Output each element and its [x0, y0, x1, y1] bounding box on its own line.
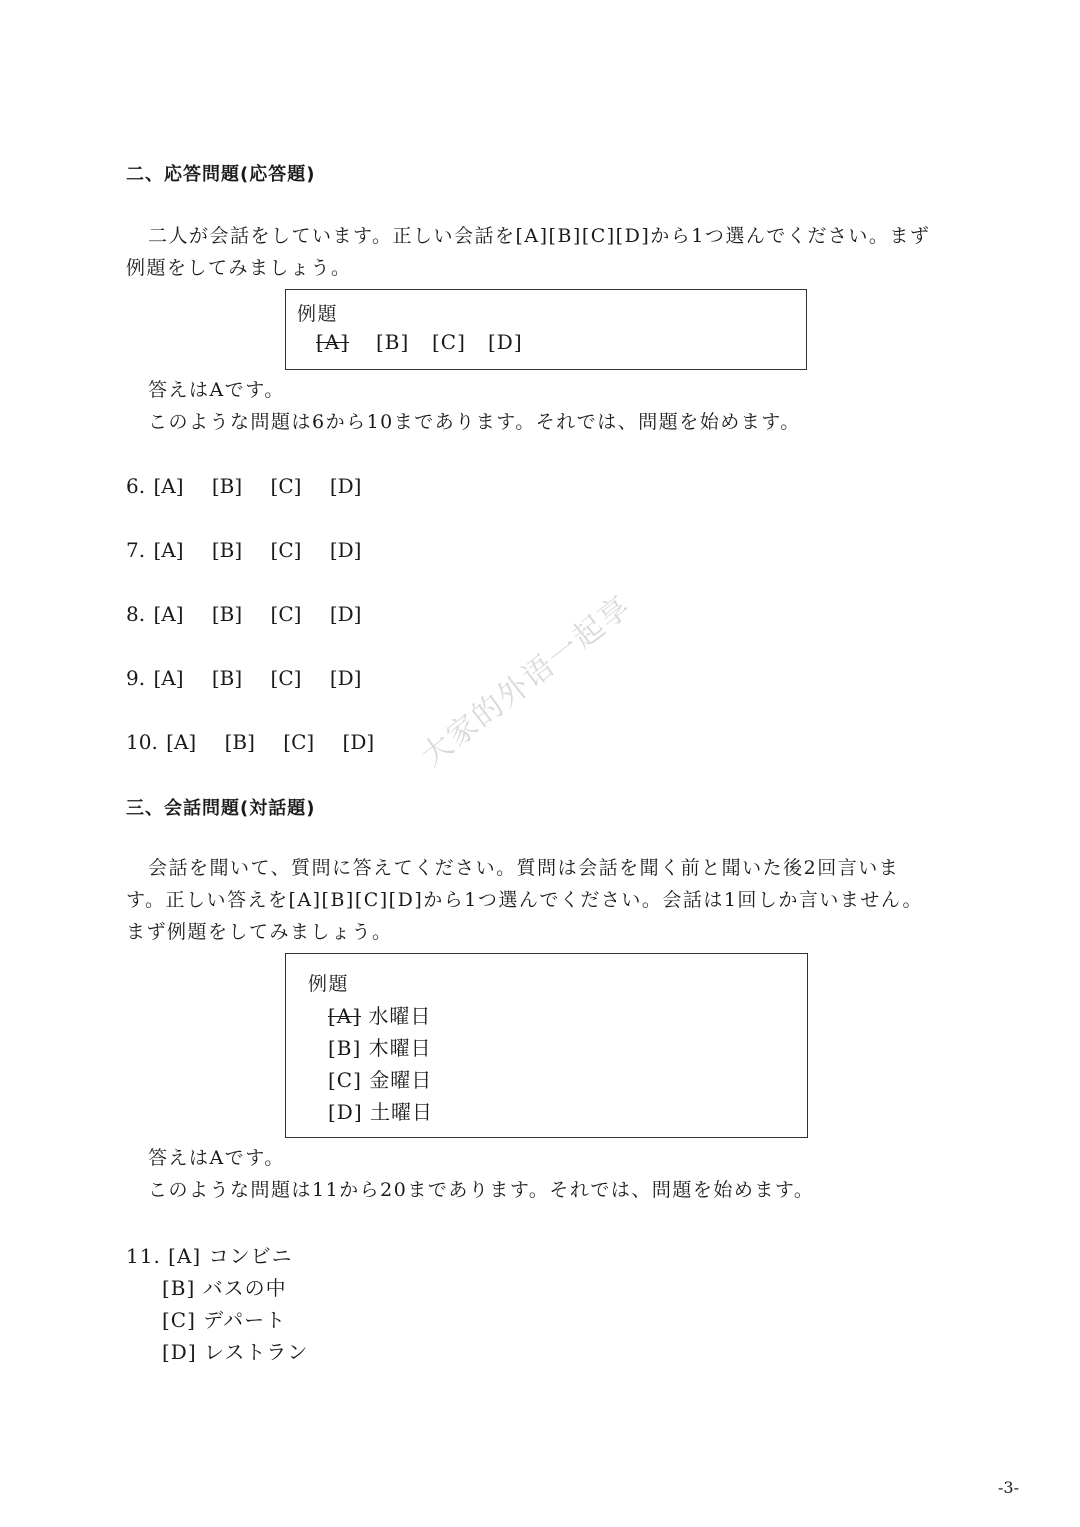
choice-d: [D]	[329, 538, 362, 562]
choice-b: [B]	[211, 538, 243, 562]
section3-instruction-line3: まず例題をしてみましょう。	[126, 921, 393, 943]
choice-d: [D]	[329, 666, 362, 690]
example-option-key: [C]	[328, 1068, 362, 1092]
question-number: 6.	[126, 474, 146, 498]
choice-b: [B]	[211, 602, 243, 626]
section2-closing-text: このような問題は6から10まであります。それでは、問題を始めます。	[148, 411, 801, 433]
choice-c: [C]	[270, 666, 302, 690]
section2-instruction-line2: 例題をしてみましょう。	[126, 257, 352, 279]
choice-b: [B]	[211, 474, 243, 498]
example-option-key: [B]	[328, 1036, 362, 1060]
choice-b: [B]	[211, 666, 243, 690]
question-11-option-c	[162, 1304, 286, 1333]
choice-a: [A]	[153, 474, 184, 498]
question-row	[126, 602, 383, 626]
question-number: 10.	[126, 730, 158, 754]
question-number: 11.	[126, 1244, 161, 1268]
example-option-row	[328, 1000, 431, 1029]
option-key: [A]	[168, 1244, 202, 1268]
example-option-row	[328, 1096, 433, 1125]
example-option-key: [D]	[328, 1100, 363, 1124]
choice-a: [A]	[153, 538, 184, 562]
option-key: [B]	[162, 1276, 196, 1300]
example-label: 例題	[297, 303, 339, 325]
example-option-text: 土曜日	[370, 1100, 433, 1124]
choice-c: [C]	[270, 474, 302, 498]
section2-instruction-line1: 二人が会話をしています。正しい会話を[A][B][C][D]から1つ選んでください。まず	[148, 225, 931, 247]
choice-d: [D]	[342, 730, 375, 754]
example-option-a-key: [A]	[316, 330, 350, 354]
question-row	[126, 538, 383, 562]
question-row	[126, 474, 383, 498]
section3-answer-text: 答えはAです。	[148, 1147, 285, 1169]
watermark: 大家的外语一起享	[414, 588, 639, 774]
example-option-c: [C]	[432, 330, 466, 354]
choice-a: [A]	[153, 602, 184, 626]
example-option-text: 金曜日	[369, 1068, 433, 1092]
choice-b: [B]	[224, 730, 255, 754]
option-key: [C]	[162, 1308, 196, 1332]
section2-heading: 二、応答問題(応答題)	[126, 164, 316, 185]
option-key: [D]	[162, 1340, 197, 1364]
section3-instruction-line2: す。正しい答えを[A][B][C][D]から1つ選んでください。会話は1回しか言いません。	[126, 889, 924, 911]
choice-c: [C]	[270, 538, 302, 562]
choice-c: [C]	[270, 602, 302, 626]
option-text: レストラン	[204, 1340, 309, 1364]
example-option-b: [B]	[376, 330, 410, 354]
page-number: -3-	[998, 1478, 1019, 1497]
section3-closing-text: このような問題は11から20まであります。それでは、問題を始めます。	[148, 1179, 815, 1201]
option-text: コンビニ	[208, 1244, 293, 1268]
option-text: デパート	[203, 1308, 287, 1332]
example-option-row	[328, 1064, 432, 1093]
section2-answer-text: 答えはAです。	[148, 379, 285, 401]
example-option-text: 水曜日	[368, 1004, 432, 1028]
example-option-text: 木曜日	[368, 1036, 432, 1060]
choice-c: [C]	[283, 730, 315, 754]
example-option-a	[316, 330, 349, 354]
example-option-row	[328, 1032, 432, 1061]
section3-instruction-line1: 会話を聞いて、質問に答えてください。質問は会話を聞く前と聞いた後2回言いま	[148, 857, 900, 879]
choice-d: [D]	[329, 474, 362, 498]
section3-heading: 三、会話問題(対話題)	[126, 798, 316, 819]
question-number: 9.	[126, 666, 146, 690]
example-label: 例題	[308, 973, 350, 995]
choice-a: [A]	[166, 730, 197, 754]
question-11-option-b	[162, 1272, 287, 1301]
choice-a: [A]	[153, 666, 184, 690]
question-11-option-d	[162, 1336, 308, 1365]
question-11-option-a	[126, 1240, 293, 1269]
question-row	[126, 666, 383, 690]
section2-example-box	[285, 289, 807, 370]
example-option-key: [A]	[328, 1004, 362, 1028]
question-number: 7.	[126, 538, 146, 562]
choice-d: [D]	[329, 602, 362, 626]
question-number: 8.	[126, 602, 146, 626]
question-row	[126, 730, 396, 754]
option-text: バスの中	[202, 1276, 287, 1300]
example-option-d: [D]	[488, 330, 523, 354]
section3-example-box	[285, 953, 808, 1138]
